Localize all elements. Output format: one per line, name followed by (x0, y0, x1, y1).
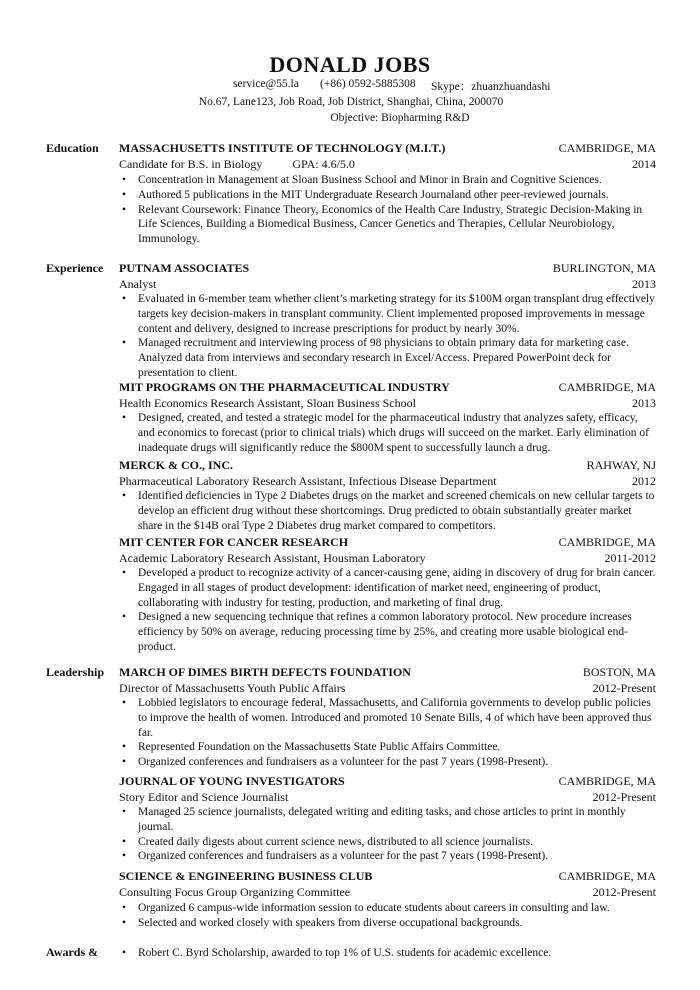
bullet-dot: • (122, 902, 127, 914)
skype: Skype：zhuanzhuandashi (431, 81, 551, 93)
bullet-text: Robert C. Byrd Scholarship, awarded to top 1% of U.S. students for academic excellence. (138, 947, 552, 959)
role-title: Candidate for B.S. in Biology GPA: 4.6/5.0 (119, 157, 355, 171)
bullet-dot: • (122, 188, 127, 201)
bullet-text: Designed, created, and tested a strategic model for the pharmaceutical industry that analyzes safety, efficacy, and economics to forecast (prior to clinical trials) which drugs will succeed on the market. Early elimination of inadequate drugs will significantly reduce the $800M spent to successfully launch a drug. (138, 412, 649, 454)
org-location: CAMBRIDGE, MA (558, 380, 656, 394)
role-title: Director of Massachusetts Youth Public Affairs (119, 681, 346, 695)
bullet-dot: • (122, 756, 127, 769)
bullet-item (119, 740, 657, 755)
bullet-item (119, 610, 657, 654)
role-date: 2013 (632, 396, 656, 410)
bullet-item (119, 566, 657, 610)
role-date: 2012-Present (592, 681, 656, 695)
role-title: Story Editor and Science Journalist (119, 790, 289, 804)
bullet-dot: • (122, 916, 127, 929)
bullet-item (119, 755, 657, 770)
bullet-dot: • (122, 806, 127, 818)
bullet-dot: • (122, 835, 127, 848)
bullet-text: Selected and worked closely with speakers from diverse occupational backgrounds. (138, 916, 523, 929)
bullet-item (119, 411, 657, 455)
org-location: CAMBRIDGE, MA (558, 774, 656, 788)
bullet-item (119, 901, 657, 916)
bullet-list (119, 696, 657, 770)
bullet-item (119, 835, 657, 850)
phone: (+86) 0592-5885308 (320, 78, 416, 90)
bullet-dot: • (122, 697, 127, 709)
bullet-dot: • (122, 741, 127, 754)
bullet-item (119, 292, 657, 336)
bullet-item (119, 336, 657, 380)
bullet-list (119, 946, 657, 961)
bullet-text: Designed a new sequencing technique that refines a common laboratory protocol. New procedure increases efficiency by 50% on average, reducing processing time by 25%, and creating more usable biological end-product. (138, 611, 632, 653)
role-date: 2013 (632, 277, 656, 291)
bullet-item (119, 916, 657, 931)
bullet-text: Evaluated in 6-member team whether client’s marketing strategy for its $100M organ transplant drug effectively targets key decision-makers in transplant community. Client implemented proposed improvements in message content and delivery, designed to increase prescriptions for product by nearly 30%. (138, 293, 655, 335)
role-date: 2012-Present (592, 790, 656, 804)
role-date: 2012-Present (592, 885, 656, 899)
bullet-item (119, 946, 657, 961)
address: No.67, Lane123, Job Road, Job District, Shanghai, China, 200070 (198, 96, 504, 108)
bullet-dot: • (122, 337, 127, 350)
bullet-text: Concentration in Management at Sloan Business School and Minor in Brain and Cognitive Sciences. (138, 174, 602, 186)
bullet-list (119, 566, 657, 655)
bullet-text: Represented Foundation on the Massachusetts State Public Affairs Committee. (138, 741, 501, 754)
bullet-item (119, 849, 657, 864)
org-location: CAMBRIDGE, MA (558, 535, 656, 549)
org-name: MIT CENTER FOR CANCER RESEARCH (119, 535, 349, 549)
org-name: MARCH OF DIMES BIRTH DEFECTS FOUNDATION (119, 665, 411, 679)
bullet-item (119, 489, 657, 533)
bullet-text: Relevant Coursework: Finance Theory, Economics of the Health Care Industry, Strategic Decision-Making in Life Sciences, Building a Biomedical Business, Cancer Genetics and Therapies, Cellular Neurobiology, Immunology. (138, 203, 643, 246)
bullet-text: Authored 5 publications in the MIT Undergraduate Research Journaland other peer-reviewed journals. (138, 188, 609, 201)
bullet-text: Organized 6 campus-wide information session to educate students about careers in consulting and law. (138, 902, 610, 914)
objective-line (0, 112, 700, 124)
bullet-list (119, 173, 657, 247)
bullet-list (119, 901, 657, 931)
bullet-list (119, 489, 657, 533)
section-label-leadership: Leadership (46, 665, 105, 679)
bullet-dot: • (122, 293, 127, 305)
bullet-dot: • (122, 203, 127, 216)
bullet-text: Lobbied legislators to encourage federal, Massachusetts, and California governments to develop public policies to improve the health of women. Introduced and promoted 10 Senate Bills, 4 of which have been approved thus far. (138, 697, 652, 739)
bullet-dot: • (122, 490, 127, 502)
role-title: Pharmaceutical Laboratory Research Assistant, Infectious Disease Department (119, 474, 497, 488)
section-label-education: Education (46, 141, 99, 155)
bullet-text: Organized conferences and fundraisers as a volunteer for the past 7 years (1998-Present). (138, 850, 549, 863)
org-name: JOURNAL OF YOUNG INVESTIGATORS (119, 774, 345, 788)
bullet-text: Identified deficiencies in Type 2 Diabetes drugs on the market and screened chemicals on new cellular targets to develop an efficient drug without these shortcomings. Drug predicted to obtain substantially greater market share in the $14B oral Type 2 Diabetes drug market compared to competitors. (138, 490, 655, 532)
role-title: Academic Laboratory Research Assistant, Housman Laboratory (119, 551, 426, 565)
org-name: MERCK & CO., INC. (119, 458, 233, 472)
role-title: Health Economics Research Assistant, Sloan Business School (119, 396, 416, 410)
org-name: SCIENCE & ENGINEERING BUSINESS CLUB (119, 869, 373, 883)
org-name: PUTNAM ASSOCIATES (119, 261, 250, 275)
candidate-name: DONALD JOBS (269, 52, 431, 77)
org-name: MIT PROGRAMS ON THE PHARMACEUTICAL INDUSTRY (119, 380, 450, 394)
org-location: BURLINGTON, MA (552, 261, 656, 275)
bullet-list (119, 411, 657, 455)
bullet-text: Managed recruitment and interviewing process of 98 physicians to obtain primary data for marketing case. Analyzed data from interviews and secondary research in Excel/Access. Prepared PowerPoint deck for presentation to client. (138, 337, 629, 379)
bullet-dot: • (122, 412, 127, 424)
bullet-list (119, 805, 657, 864)
section-label-awards: Awards & (46, 945, 99, 959)
bullet-text: Organized conferences and fundraisers as a volunteer for the past 7 years (1998-Present). (138, 756, 549, 769)
bullet-dot: • (122, 567, 127, 579)
objective: Objective: Biopharming R&D (330, 112, 470, 124)
bullet-text: Created daily digests about current science news, distributed to all science journalists. (138, 835, 534, 848)
bullet-dot: • (122, 611, 127, 624)
section-label-experience: Experience (46, 261, 104, 275)
bullet-dot: • (122, 947, 127, 959)
bullet-item (119, 696, 657, 740)
role-title: Analyst (119, 277, 157, 291)
role-title: Consulting Focus Group Organizing Committee (119, 885, 351, 899)
org-name: MASSACHUSETTS INSTITUTE OF TECHNOLOGY (M.I.T.) (119, 141, 446, 155)
bullet-text: Managed 25 science journalists, delegated writing and editing tasks, and chose articles to print in monthly journal. (138, 806, 626, 833)
bullet-dot: • (122, 174, 127, 186)
org-location: CAMBRIDGE, MA (558, 141, 656, 155)
bullet-item (119, 173, 657, 188)
bullet-list (119, 292, 657, 381)
org-location: RAHWAY, NJ (586, 458, 656, 472)
email[interactable]: service@55.la (233, 78, 299, 90)
bullet-text: Developed a product to recognize activity of a cancer-causing gene, aiding in discovery of drug for brain cancer. Engaged in all stages of product development: identification of market need, engineering of product, collaborating with industry for testing, production, and marketing of final drug. (138, 567, 656, 609)
role-date: 2014 (632, 157, 656, 171)
bullet-dot: • (122, 850, 127, 863)
address-line (0, 96, 700, 108)
bullet-item (119, 203, 657, 247)
org-location: BOSTON, MA (582, 665, 656, 679)
bullet-item (119, 805, 657, 835)
org-location: CAMBRIDGE, MA (558, 869, 656, 883)
role-date: 2011-2012 (604, 551, 656, 565)
bullet-item (119, 188, 657, 203)
role-date: 2012 (632, 474, 656, 488)
